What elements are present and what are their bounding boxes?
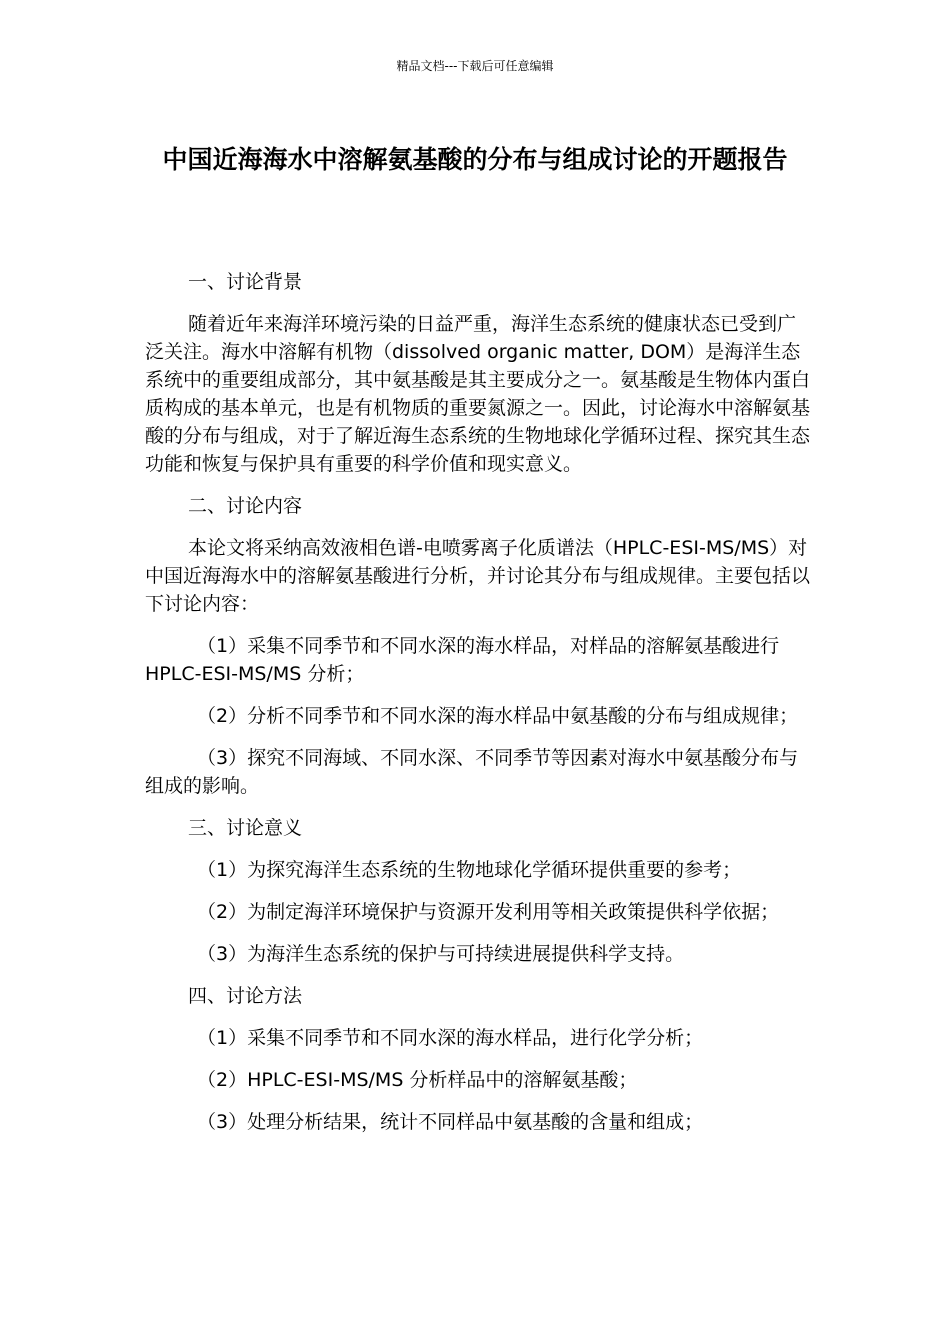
significance-item-1: （1）为探究海洋生态系统的生物地球化学循环提供重要的参考； <box>197 859 742 881</box>
methods-item-1: （1）采集不同季节和不同水深的海水样品，进行化学分析； <box>197 1027 704 1049</box>
page-header: 精品文档---下载后可任意编辑 <box>396 59 554 73</box>
content-item-3: （3）探究不同海域、不同水深、不同季节等因素对海水中氨基酸分布与组成的影响。 <box>145 747 799 797</box>
background-paragraph: 随着近年来海洋环境污染的日益严重，海洋生态系统的健康状态已受到广泛关注。海水中溶解有机物（dissolved organic matter, DOM）是海洋生态系统中的重要组成部分，其中氨基酸是其主要成分之一。氨基酸是生物体内蛋白质构成的基本单元，也是有机物质的重要氮源之一。因此，讨论海水中溶解氨基酸的分布与组成，对于了解近海生态系统的生物地球化学循环过程、探究其生态功能和恢复与保护具有重要的科学价值和现实意义。 <box>145 313 811 475</box>
content-item-2: （2）分析不同季节和不同水深的海水样品中氨基酸的分布与组成规律； <box>197 705 799 727</box>
significance-item-3: （3）为海洋生态系统的保护与可持续进展提供科学支持。 <box>197 943 685 965</box>
methods-item-3: （3）处理分析结果，统计不同样品中氨基酸的含量和组成； <box>197 1111 704 1133</box>
content-item-1: （1）采集不同季节和不同水深的海水样品，对样品的溶解氨基酸进行 HPLC-ESI-MS/MS 分析； <box>145 635 780 685</box>
section-heading-background: 一、讨论背景 <box>188 271 303 293</box>
significance-item-2: （2）为制定海洋环境保护与资源开发利用等相关政策提供科学依据； <box>197 901 780 923</box>
document-body <box>145 268 811 1150</box>
section-heading-methods: 四、讨论方法 <box>188 985 303 1007</box>
section-heading-content: 二、讨论内容 <box>188 495 303 517</box>
content-paragraph: 本论文将采纳高效液相色谱-电喷雾离子化质谱法（HPLC-ESI-MS/MS）对中国近海海水中的溶解氨基酸进行分析，并讨论其分布与组成规律。主要包括以下讨论内容： <box>145 537 811 615</box>
methods-item-2: （2）HPLC-ESI-MS/MS 分析样品中的溶解氨基酸； <box>197 1069 638 1091</box>
section-heading-significance: 三、讨论意义 <box>188 817 303 839</box>
document-title: 中国近海海水中溶解氨基酸的分布与组成讨论的开题报告 <box>162 145 788 174</box>
